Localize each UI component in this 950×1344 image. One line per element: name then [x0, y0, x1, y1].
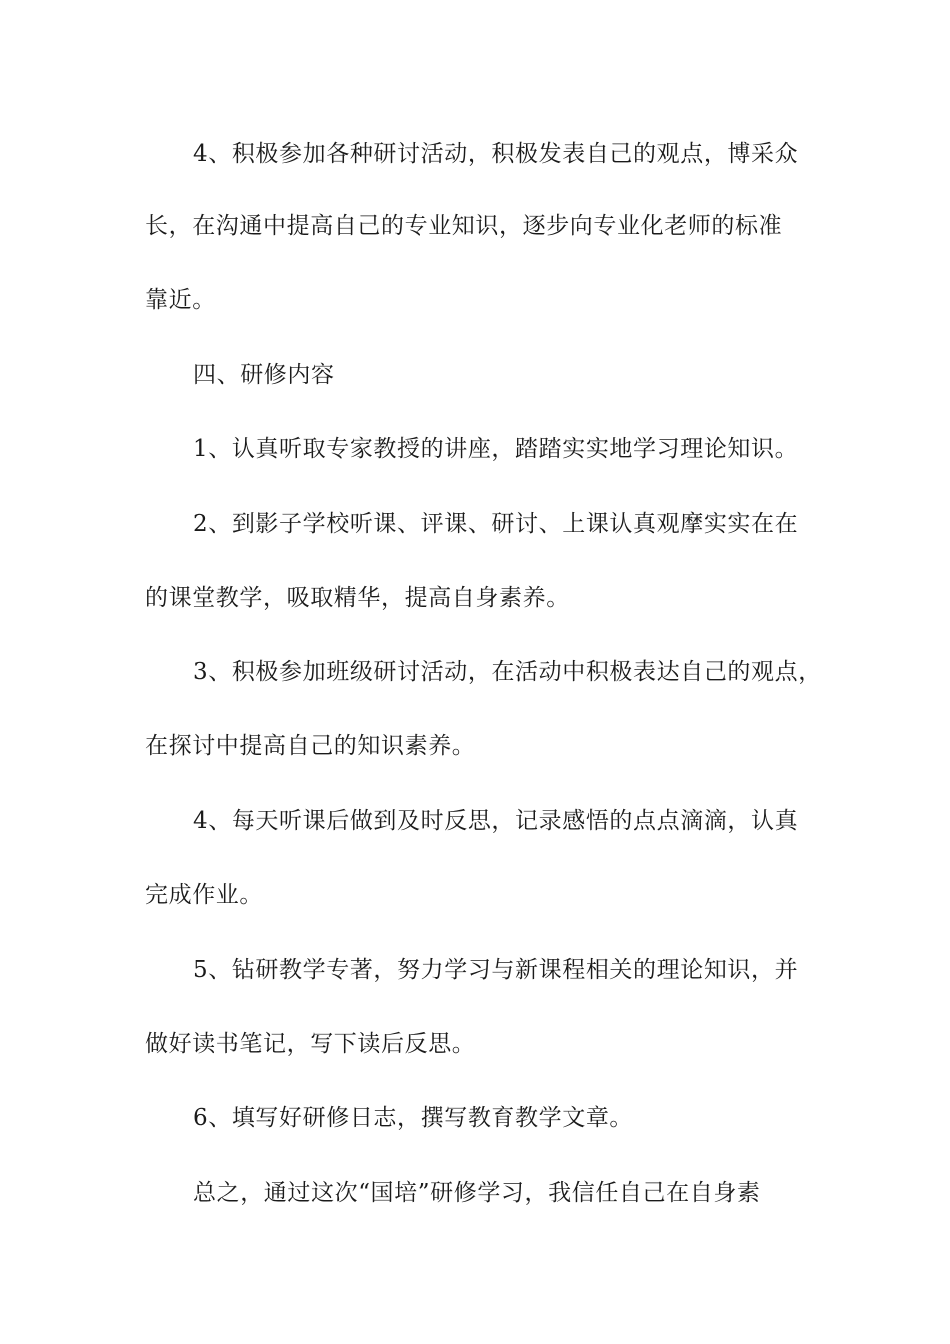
paragraph-line: 的课堂教学，吸取精华，提高自身素养。 [145, 585, 570, 611]
section-heading: 四、研修内容 [193, 362, 335, 388]
paragraph-line: 3、积极参加班级研讨活动，在活动中积极表达自己的观点， [193, 659, 822, 685]
paragraph-line: 总之，通过这次“国培”研修学习，我信任自己在自身素 [193, 1180, 761, 1206]
paragraph-line: 长，在沟通中提高自己的专业知识，逐步向专业化老师的标准 [145, 213, 783, 239]
paragraph-line: 做好读书笔记，写下读后反思。 [145, 1031, 476, 1057]
paragraph-line: 4、每天听课后做到及时反思，记录感悟的点点滴滴，认真 [193, 808, 799, 834]
paragraph-line: 6、填写好研修日志，撰写教育教学文章。 [193, 1105, 634, 1131]
paragraph-line: 完成作业。 [145, 882, 263, 908]
paragraph-line: 4、积极参加各种研讨活动，积极发表自己的观点，博采众 [193, 141, 799, 167]
paragraph-line: 2、到影子学校听课、评课、研讨、上课认真观摩实实在在 [193, 511, 799, 537]
paragraph-line: 靠近。 [145, 287, 216, 313]
paragraph-line: 1、认真听取专家教授的讲座，踏踏实实地学习理论知识。 [193, 436, 799, 462]
paragraph-line: 5、钻研教学专著，努力学习与新课程相关的理论知识，并 [193, 957, 799, 983]
paragraph-line: 在探讨中提高自己的知识素养。 [145, 733, 476, 759]
